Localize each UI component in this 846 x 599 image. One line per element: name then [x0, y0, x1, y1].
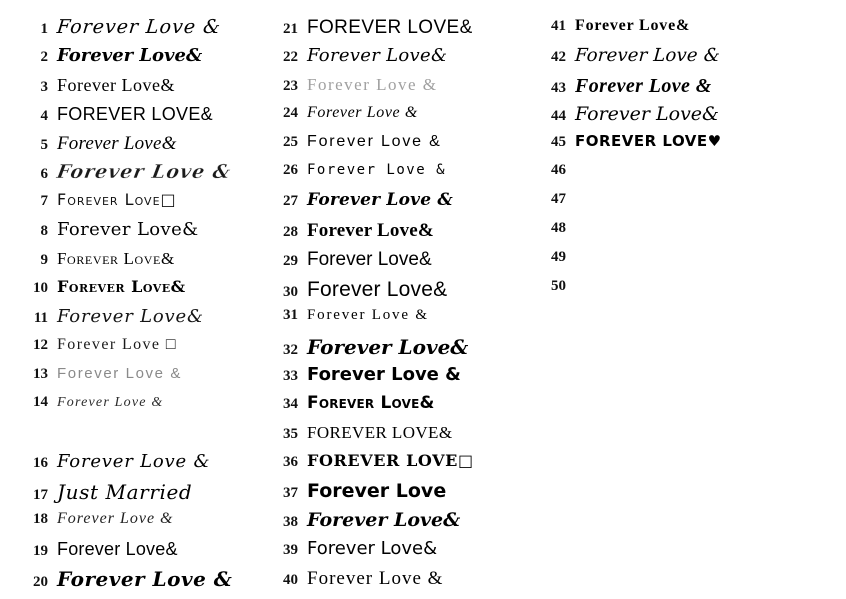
sample-text: FOREVER LOVE&	[307, 17, 473, 38]
list-item[interactable]	[268, 47, 536, 76]
list-item[interactable]	[18, 395, 268, 424]
sample-number: 26	[283, 162, 298, 178]
sample-number: 25	[283, 134, 298, 150]
sample-text: Forever Love&	[307, 278, 448, 301]
sample-number: 40	[283, 572, 298, 588]
list-item-empty	[18, 424, 268, 453]
list-item[interactable]	[268, 482, 536, 511]
sample-text: Forever Love&	[57, 277, 186, 296]
list-item[interactable]	[268, 279, 536, 308]
sample-text: Forever Love &	[307, 307, 429, 323]
sample-text: Forever Love &	[574, 45, 721, 66]
sample-number: 43	[551, 80, 566, 96]
sample-number: 5	[40, 137, 48, 153]
list-item[interactable]	[268, 569, 536, 598]
sample-text: Just Married	[57, 480, 193, 504]
list-item[interactable]	[18, 511, 268, 540]
sample-text: Forever Love&	[57, 219, 199, 240]
sample-number: 20	[33, 574, 48, 590]
sample-number: 14	[33, 394, 48, 410]
list-item[interactable]	[268, 134, 536, 163]
sample-text: FOREVER LOVE&	[57, 104, 213, 124]
list-item[interactable]	[268, 540, 536, 569]
list-item[interactable]	[18, 453, 268, 482]
sample-text: Forever Love &	[57, 451, 211, 472]
sample-number: 18	[33, 511, 48, 527]
list-item[interactable]	[536, 47, 806, 76]
list-item[interactable]	[268, 366, 536, 395]
list-item[interactable]	[18, 18, 268, 47]
sample-text: Forever Love&	[307, 249, 432, 270]
list-item[interactable]	[536, 192, 806, 221]
sample-number: 11	[33, 310, 48, 326]
sample-columns	[18, 18, 836, 589]
list-item[interactable]	[268, 511, 536, 540]
sample-number: 4	[40, 108, 48, 124]
sample-text: Forever Love&	[307, 538, 438, 559]
list-item[interactable]	[536, 105, 806, 134]
list-item[interactable]	[18, 279, 268, 308]
list-item[interactable]	[18, 308, 268, 337]
list-item[interactable]	[268, 221, 536, 250]
sample-text: FOREVER LOVE□	[307, 451, 474, 470]
list-item[interactable]	[18, 76, 268, 105]
list-item[interactable]	[268, 337, 536, 366]
sample-number: 48	[551, 220, 566, 236]
sample-text: Forever Love □	[57, 336, 177, 353]
list-item[interactable]	[18, 163, 268, 192]
sample-text: Forever Love&	[575, 17, 691, 34]
sample-text: Forever Love &	[307, 364, 461, 385]
sample-number: 7	[40, 193, 48, 209]
sample-text: Forever Love &	[307, 75, 438, 94]
list-item[interactable]	[268, 453, 536, 482]
list-item[interactable]	[536, 134, 806, 163]
list-item[interactable]	[18, 337, 268, 366]
sample-text: Forever Love	[307, 480, 447, 502]
sample-number: 45	[551, 134, 566, 150]
sample-number: 44	[551, 108, 566, 124]
sample-text: FOREVER LOVE&	[307, 423, 453, 442]
sample-text: Forever Love &	[307, 104, 418, 121]
sample-number: 35	[283, 426, 298, 442]
list-item[interactable]	[268, 250, 536, 279]
list-item[interactable]	[268, 192, 536, 221]
sample-number: 21	[283, 21, 298, 37]
sample-number: 29	[283, 253, 298, 269]
column-3	[536, 18, 806, 308]
sample-number: 17	[33, 487, 48, 503]
sample-number: 22	[283, 49, 298, 65]
list-item[interactable]	[268, 395, 536, 424]
sample-text: Forever Love &	[307, 133, 442, 150]
sample-text: Forever Love□	[57, 190, 177, 209]
sample-number: 3	[40, 79, 48, 95]
sample-number: 2	[40, 49, 48, 65]
sample-number: 6	[40, 166, 48, 182]
list-item[interactable]	[268, 18, 536, 47]
sample-text: Forever Love&	[57, 75, 175, 95]
sample-text: Forever Love &	[55, 161, 233, 183]
sample-number: 49	[551, 249, 566, 265]
sample-text: FOREVER LOVE♥	[575, 132, 722, 150]
list-item[interactable]	[536, 279, 806, 308]
sample-number: 36	[283, 454, 298, 470]
sample-number: 39	[283, 542, 298, 558]
sample-number: 16	[33, 455, 48, 471]
sample-text: Forever Love&	[575, 103, 719, 125]
sample-number: 34	[283, 396, 298, 412]
list-item[interactable]	[18, 250, 268, 279]
sample-number: 1	[40, 21, 48, 37]
sample-text: Forever Love&	[57, 306, 204, 327]
list-item[interactable]	[536, 163, 806, 192]
sample-text: Forever Love &	[307, 568, 444, 589]
list-item[interactable]	[268, 76, 536, 105]
sample-number: 27	[283, 193, 298, 209]
sample-text: Forever Love&	[307, 45, 448, 66]
list-item[interactable]	[268, 105, 536, 134]
sample-text: Forever Love&	[57, 539, 178, 559]
sample-text: Forever Love&	[57, 45, 203, 66]
sample-text: Forever Love &	[55, 16, 223, 38]
list-item[interactable]	[536, 18, 806, 47]
sample-text: Forever Love &	[575, 75, 712, 97]
list-item[interactable]	[18, 47, 268, 76]
sample-text: Forever Love&	[307, 393, 435, 413]
list-item[interactable]	[268, 424, 536, 453]
sample-number: 30	[283, 284, 298, 300]
sample-number: 23	[283, 78, 298, 94]
list-item[interactable]	[18, 221, 268, 250]
sample-number: 42	[551, 49, 566, 65]
sample-number: 28	[283, 224, 298, 240]
sample-number: 50	[551, 278, 566, 294]
sample-text: Forever Love &	[57, 395, 164, 410]
list-item[interactable]	[18, 192, 268, 221]
list-item[interactable]	[18, 366, 268, 395]
column-2	[268, 18, 536, 598]
sample-text: Forever Love&	[307, 335, 469, 359]
sample-text: Forever Love &	[307, 190, 453, 210]
sample-number: 8	[40, 223, 48, 239]
sample-number: 47	[551, 191, 566, 207]
list-item[interactable]	[18, 105, 268, 134]
sample-number: 19	[33, 543, 48, 559]
sample-text: Forever Love&	[57, 133, 177, 154]
sample-text: Forever Love &	[57, 567, 233, 591]
sample-number: 10	[33, 280, 48, 296]
list-item[interactable]	[18, 540, 268, 569]
sample-number: 12	[33, 337, 48, 353]
sample-number: 33	[283, 368, 298, 384]
sample-text: Forever Love&	[307, 220, 434, 241]
sample-number: 41	[551, 18, 566, 34]
sample-text: Forever Love &	[307, 162, 447, 178]
sample-text: Forever Love&	[307, 509, 461, 531]
sample-number: 46	[551, 162, 566, 178]
list-item[interactable]	[536, 250, 806, 279]
sample-number: 32	[283, 342, 298, 358]
sample-number: 38	[283, 514, 298, 530]
sample-text: Forever Love &	[57, 365, 182, 382]
list-item[interactable]	[18, 134, 268, 163]
list-item[interactable]	[18, 569, 268, 598]
column-1	[18, 18, 268, 598]
list-item[interactable]	[268, 163, 536, 192]
sample-text: Forever Love &	[57, 510, 174, 527]
sample-number: 13	[33, 366, 48, 382]
sample-number: 24	[283, 105, 298, 121]
sample-number: 9	[40, 252, 48, 268]
list-item[interactable]	[536, 76, 806, 105]
sample-text: Forever Love&	[57, 249, 175, 268]
sample-number: 31	[283, 307, 298, 323]
sample-number: 37	[283, 485, 298, 501]
list-item[interactable]	[536, 221, 806, 250]
list-item[interactable]	[268, 308, 536, 337]
list-item[interactable]	[18, 482, 268, 511]
